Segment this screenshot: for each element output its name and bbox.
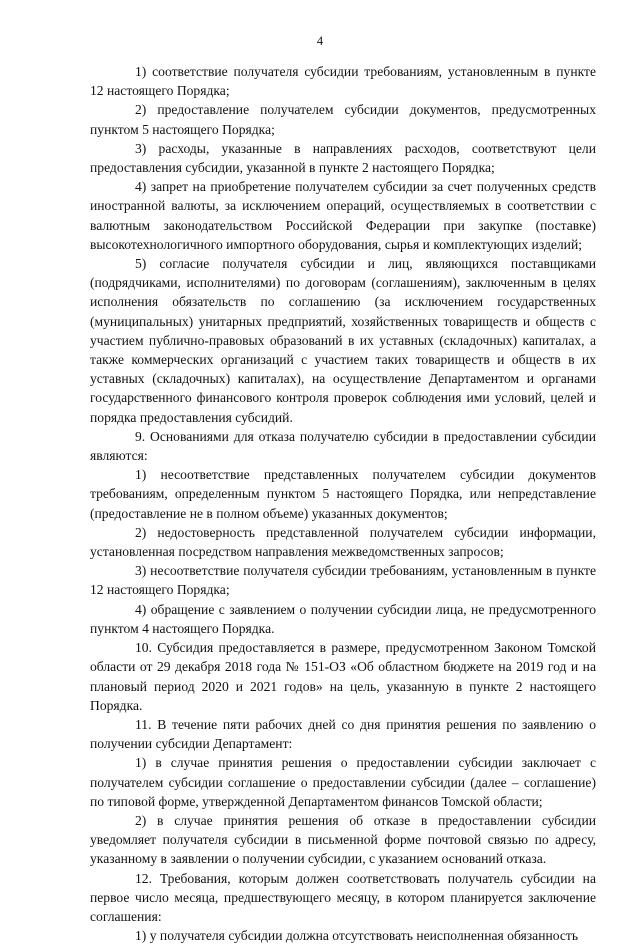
paragraph-condition-3: 3) расходы, указанные в направлениях расходов, соответствуют цели предоставления субсидии, указанной в пункте 2 настоящего Порядка; xyxy=(90,140,596,176)
document-body xyxy=(90,62,596,945)
paragraph-section-11: 11. В течение пяти рабочих дней со дня принятия решения по заявлению о получении субсидии Департамент: xyxy=(90,716,596,752)
paragraph-requirement-1: 1) у получателя субсидии должна отсутствовать неисполненная обязанность xyxy=(135,928,579,944)
paragraph-condition-5: 5) согласие получателя субсидии и лиц, являющихся поставщиками (подрядчиками, исполнителями) по договорам (соглашениям), заключенным в целях исполнения обязательств по соглашению (за исключением государственных (муниципальных) унитарных предприятий, хозяйственных товариществ и обществ с участием публично-правовых образований в их уставных (складочных) капиталах, а также коммерческих организаций с участием таких товариществ и обществ в их уставных (складочных) капиталах), на осуществление Департаментом и органами государственного финансового контроля проверок соблюдения ими условий, целей и порядка предоставления субсидий. xyxy=(90,256,596,425)
paragraph-condition-4: 4) запрет на приобретение получателем субсидии за счет полученных средств иностранной валюты, за исключением операций, осуществляемых в соответствии с валютным законодательством Российской Федерации при закупке (поставке) высокотехнологичного импортного оборудования, сырья и комплектующих изделий; xyxy=(90,179,596,252)
paragraph-refusal-3: 3) несоответствие получателя субсидии требованиям, установленным в пункте 12 настоящего Порядка; xyxy=(90,563,596,598)
paragraph-condition-1: 1) соответствие получателя субсидии требованиям, установленным в пункте 12 настоящего Порядка; xyxy=(90,64,596,99)
paragraph-section-10: 10. Субсидия предоставляется в размере, предусмотренном Законом Томской области от 29 декабря 2018 года № 151-ОЗ «Об областном бюджете на 2019 год и на плановый период 2020 и 2021 годов» на цель, указанную в пункте 2 настоящего Порядка. xyxy=(90,640,596,713)
page-number: 4 xyxy=(316,34,324,48)
paragraph-refusal-4: 4) обращение с заявлением о получении субсидии лица, не предусмотренного пунктом 4 настоящего Порядка. xyxy=(90,601,596,636)
paragraph-refusal-1: 1) несоответствие представленных получателем субсидии документов требованиям, определенным пунктом 5 настоящего Порядка, или непредставление (предоставление не в полном объеме) указанных документов; xyxy=(90,467,596,521)
paragraph-decision-1: 1) в случае принятия решения о предоставлении субсидии заключает с получателем субсидии соглашение о предоставлении субсидии (далее – соглашение) по типовой форме, утвержденной Департаментом финансов Томской области; xyxy=(90,755,596,809)
paragraph-section-12: 12. Требования, которым должен соответствовать получатель субсидии на первое число месяца, предшествующего месяцу, в котором планируется заключение соглашения: xyxy=(90,870,596,924)
paragraph-section-9: 9. Основаниями для отказа получателю субсидии в предоставлении субсидии являются: xyxy=(90,428,596,464)
paragraph-refusal-2: 2) недостоверность представленной получателем субсидии информации, установленная посредством направления межведомственных запросов; xyxy=(90,524,596,560)
paragraph-decision-2: 2) в случае принятия решения об отказе в предоставлении субсидии уведомляет получателя субсидии в письменной форме почтовой связью по адресу, указанному в заявлении о получении субсидии, с указанием оснований отказа. xyxy=(90,812,596,867)
paragraph-condition-2: 2) предоставление получателем субсидии документов, предусмотренных пунктом 5 настоящего Порядка; xyxy=(90,102,596,137)
